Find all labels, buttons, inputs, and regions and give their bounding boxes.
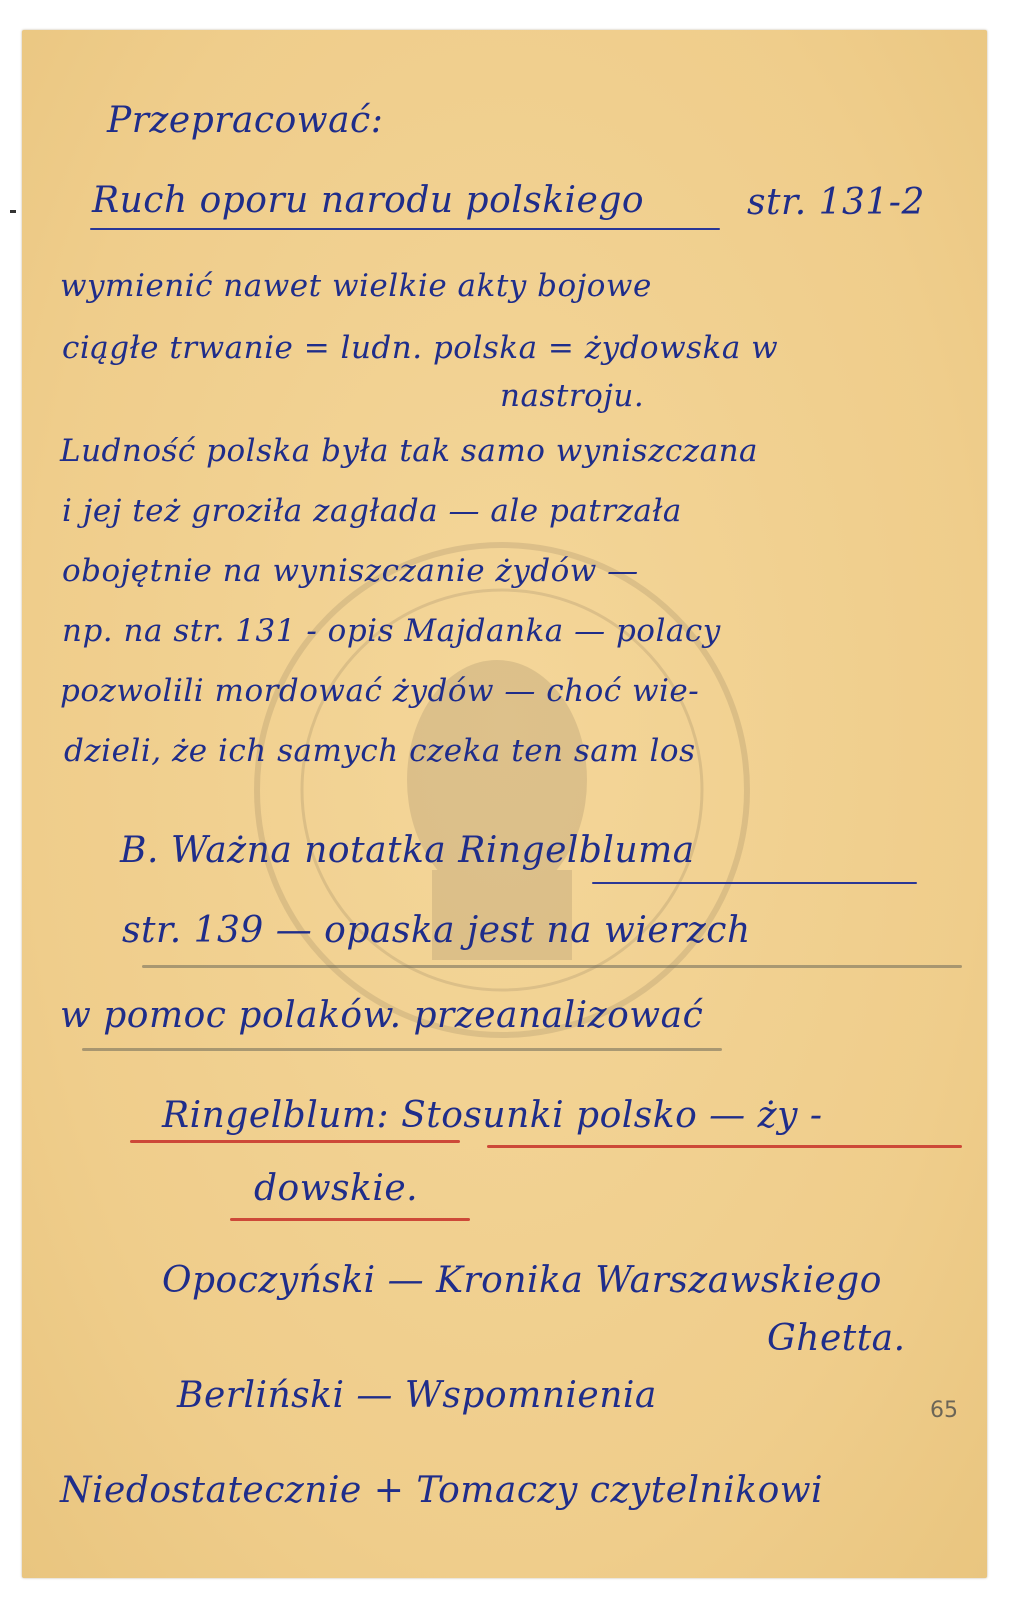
text-line-6: obojętnie na wyniszczanie żydów — xyxy=(62,553,639,589)
text-line-pomoc: w pomoc polaków. przeanalizować xyxy=(60,995,704,1036)
text-line-dowskie: dowskie. xyxy=(254,1168,419,1209)
margin-mark xyxy=(10,210,16,213)
title-underline xyxy=(90,228,720,230)
text-line-ghetta: Ghetta. xyxy=(767,1318,906,1359)
title-ruch-oporu: Ruch oporu narodu polskiego xyxy=(92,180,645,221)
red-underline-1 xyxy=(130,1140,460,1143)
page-number: 65 xyxy=(930,1398,958,1423)
pencil-underline-2 xyxy=(82,1048,722,1051)
text-line-str-139: str. 139 — opaska jest na wierzch xyxy=(122,910,751,951)
text-line-5: i jej też groziła zagłada — ale patrzała xyxy=(62,493,682,529)
text-line-niedostatecznie: Niedostatecznie + Tomaczy czytelnikowi xyxy=(60,1470,824,1511)
note-sheet xyxy=(22,30,987,1578)
text-line-opoczynski: Opoczyński — Kronika Warszawskiego xyxy=(162,1260,882,1301)
archive-stamp-watermark xyxy=(242,530,762,1050)
page-reference: str. 131-2 xyxy=(747,182,925,223)
text-line-2: ciągłe trwanie = ludn. polska = żydowska w xyxy=(62,330,779,366)
text-line-9: dzieli, że ich samych czeka ten sam los xyxy=(64,733,696,769)
note-heading-ringelblum: B. Ważna notatka Ringelbluma xyxy=(120,830,695,871)
text-line-stosunki: Ringelblum: Stosunki polsko — ży - xyxy=(162,1095,823,1136)
text-line-3: nastroju. xyxy=(500,378,645,414)
red-underline-3 xyxy=(230,1218,470,1221)
red-underline-2 xyxy=(487,1145,962,1148)
pencil-underline-1 xyxy=(142,965,962,968)
ringelblum-underline xyxy=(592,882,917,884)
text-line-4: Ludność polska była tak samo wyniszczana xyxy=(60,433,759,469)
text-line-berlinski: Berliński — Wspomnienia xyxy=(177,1375,657,1416)
text-line-8: pozwolili mordować żydów — choć wie- xyxy=(60,673,700,709)
text-line-7: np. na str. 131 - opis Majdanka — polacy xyxy=(62,613,721,649)
text-line-1: wymienić nawet wielkie akty bojowe xyxy=(60,268,652,304)
heading-przepracowac: Przepracować: xyxy=(107,100,384,141)
